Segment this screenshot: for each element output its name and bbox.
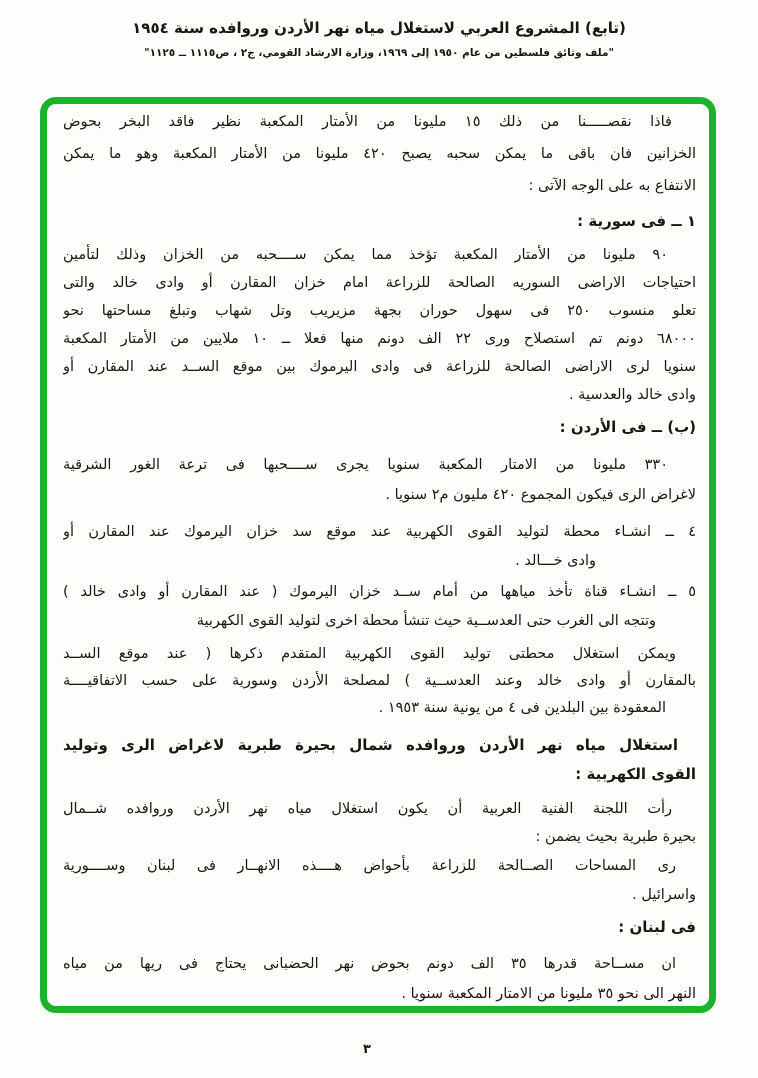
text-line: ٩٠ مليونا من الأمتار المكعبة تؤخذ مما يمكن ســــحبه من الخزان وذلك لتأمين [63,247,668,263]
text-line: وادى خـــالد . [515,553,596,569]
text-line: الانتفاع به على الوجه الآتى : [528,178,696,194]
text-line: وادى خالد والعدسية . [568,387,696,403]
text-line: بحيرة طبرية بحيث يضمن : [535,829,696,845]
heading-jordan: (ب) ــ فى الأردن : [559,418,696,436]
text-line: القوى الكهربية : [575,765,696,783]
text-line: ٦٨٠٠٠ دونم تم استصلاح ورى ٢٢ الف دونم منها فعلا ــ ١٠ ملايين من الأمتار المكعبة [63,331,696,347]
heading-lebanon: فى لبنان : [618,918,696,936]
text-line: فاذا نقصـــــنا من ذلك ١٥ مليونا من الأمتار المكعبة نظير فاقد البخر بحوض [63,114,672,130]
text-line: رى المساحات الصــالحة للزراعة بأحواض هــــذه الانهــار فى لبنان وســــورية [63,858,676,874]
text-line: استغلال مياه نهر الأردن وروافده شمال بحيرة طبرية لاغراض الرى وتوليد [63,736,678,754]
paragraph-syria [63,241,696,409]
document-source-citation: "ملف وثائق فلسطين من عام ١٩٥٠ إلى ١٩٦٩، وزارة الارشاد القومي، ج٢ ، ص١١١٥ ــ ١١٢٥" [144,47,614,59]
text-line: احتياجات الاراضى السوريه الصالحة للزراعة امام خزان المقارن أو وادى خالد والتى [63,275,696,291]
text-line: لاغراض الرى فيكون المجموع ٤٢٠ مليون م٢ سنويا . [385,487,696,503]
text-line: وتتجه الى الغرب حتى العدســية حيث تنشأ محطة اخرى لتوليد القوى الكهربية [196,613,656,629]
text-line: ٥ ــ انشـاء قناة تأخذ مياهها من أمام ســد خزان اليرموك ( عند المقارن أو وادى خالد ) [63,584,696,600]
paragraph-jordan [63,450,696,510]
text-line: النهر الى نحو ٣٥ مليونا من الامتار المكعبة سنويا . [401,986,696,1002]
paragraph-irrigation [63,852,696,910]
text-line: رأت اللجنة الفنية العربية أن يكون استغلال مياه نهر الأردن وروافده شــمال [63,801,672,817]
text-line: ويمكن استغلال محطتى توليد القوى الكهربية المتقدم ذكرها ( عند موقع الســد [63,646,676,662]
text-line: بالمقارن أو وادى خالد وعند العدســية ) لمصلحة الأردن وسورية على حسب الاتفاقيــــة [63,673,696,689]
paragraph-committee [63,795,696,851]
text-line: ان مســاحة قدرها ٣٥ الف دونم بحوض نهر الحضبانى يحتاج فى ريها من مياه [63,956,677,972]
heading-syria: ١ ــ فى سورية : [577,212,696,230]
text-line: المعقودة بين البلدين فى ٤ من يونية سنة ١٩٥٣ . [378,700,666,716]
text-line: واسرائيل . [632,887,696,903]
text-line: ٤ ــ انشـاء محطة لتوليد القوى الكهربية عند موقع سد خزان اليرموك عند المقارن أو [63,524,696,540]
document-header [0,19,758,59]
text-line: ٣٣٠ مليونا من الامتار المكعبة سنويا يجرى ســــحبها فى ترعة الغور الشرقية [63,457,668,473]
text-line: الخزانين فان باقى ما يمكن سحبه يصبح ٤٢٠ مليونا من الأمتار المكعبة وهو ما يمكن [63,146,696,162]
paragraph-lebanon [63,949,696,1009]
paragraph-intro [63,106,696,202]
paragraph-power-stations [63,641,696,722]
list-item-5 [63,578,696,636]
document-title: (تابع) المشروع العربي لاستغلال مياه نهر الأردن وروافده سنة ١٩٥٤ [132,19,626,37]
text-line: تعلو منسوب ٢٥٠ فى سهول حوران بجهة مزيريب وتل شهاب وتبلغ مساحتها نحو [63,303,696,319]
list-item-4 [63,518,696,576]
heading-north-tiberias [63,731,696,789]
page-number: ٣ [363,1042,371,1057]
document-frame [40,97,716,1013]
text-line: سنويا لرى الاراضى الصالحة للزراعة فى وادى اليرموك بين موقع الســد عند المقارن أو [63,359,696,375]
